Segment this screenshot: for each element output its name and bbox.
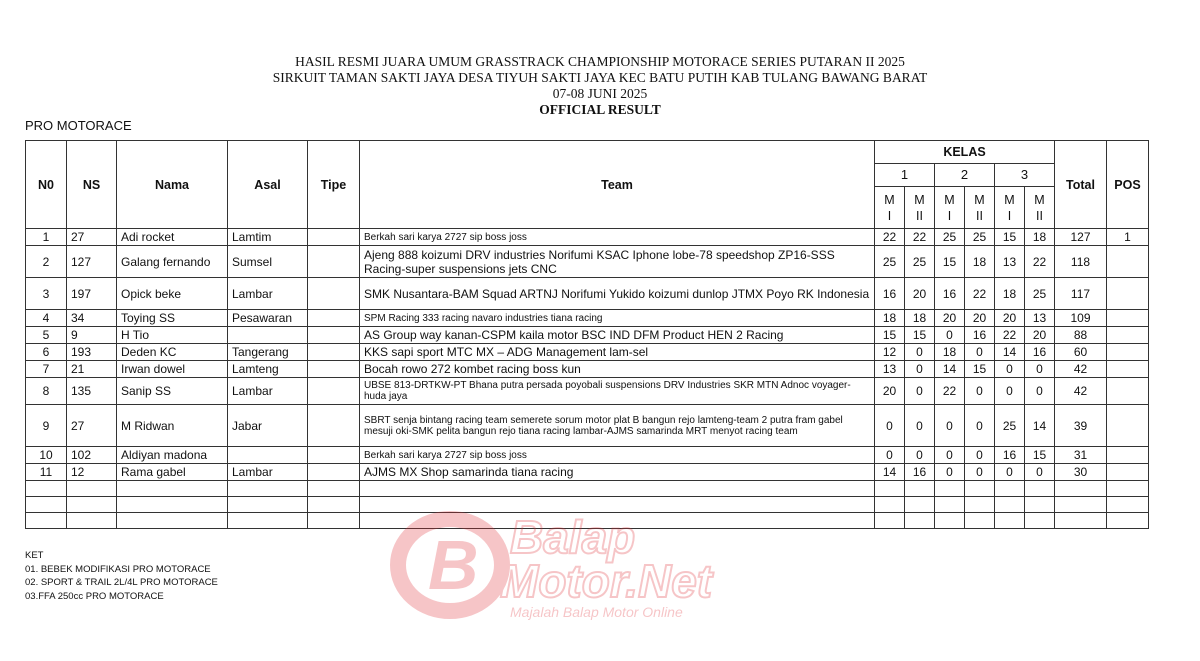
cell-score: 25 [995,405,1025,447]
col-header-kelas-3: 3 [995,164,1055,187]
empty-cell [360,513,875,529]
empty-cell [308,497,360,513]
table-row [26,344,1149,361]
cell-score: 0 [935,327,965,344]
cell-score: 0 [965,447,995,464]
cell-score: 22 [935,378,965,405]
empty-cell [308,513,360,529]
col-header-k3-m2: M II [1025,187,1055,229]
cell-pos [1107,447,1149,464]
section-title: PRO MOTORACE [25,118,132,133]
cell-score: 0 [965,464,995,481]
table-row [26,405,1149,447]
cell-score: 20 [875,378,905,405]
cell-score: 18 [875,310,905,327]
svg-text:Motor.Net: Motor.Net [500,555,713,607]
cell-score: 16 [995,447,1025,464]
cell-no: 10 [26,447,67,464]
cell-score: 25 [1025,278,1055,310]
empty-cell [1025,481,1055,497]
report-header [0,54,1200,118]
results-body [26,229,1149,529]
empty-cell [875,481,905,497]
cell-score: 0 [905,378,935,405]
empty-cell [905,497,935,513]
header-date: 07-08 JUNI 2025 [552,86,648,101]
cell-no: 11 [26,464,67,481]
cell-score: 14 [935,361,965,378]
empty-cell [117,481,228,497]
cell-score: 18 [935,344,965,361]
col-header-kelas-1: 1 [875,164,935,187]
cell-asal: Jabar [228,405,308,447]
cell-tipe [308,327,360,344]
results-table [25,140,1149,529]
cell-score: 18 [1025,229,1055,246]
empty-cell [965,497,995,513]
cell-tipe [308,344,360,361]
cell-no: 8 [26,378,67,405]
empty-cell [875,497,905,513]
cell-asal: Pesawaran [228,310,308,327]
empty-cell [26,497,67,513]
col-header-tipe: Tipe [308,141,360,229]
cell-nama: Aldiyan madona [117,447,228,464]
cell-asal [228,327,308,344]
empty-cell [67,513,117,529]
cell-no: 7 [26,361,67,378]
cell-score: 16 [965,327,995,344]
empty-cell [117,513,228,529]
empty-cell [360,481,875,497]
cell-score: 22 [1025,246,1055,278]
cell-score: 14 [995,344,1025,361]
col-header-pos: POS [1107,141,1149,229]
col-header-no: N0 [26,141,67,229]
col-header-k3-m1: M I [995,187,1025,229]
cell-tipe [308,310,360,327]
empty-cell [67,481,117,497]
cell-tipe [308,361,360,378]
cell-total: 117 [1055,278,1107,310]
cell-no: 5 [26,327,67,344]
cell-team: SBRT senja bintang racing team semerete sorum motor plat B bangun rejo lamteng-team 2 putra fram gabel mesuji oki-SMK pelita bangun rejo tiana racing lambar-AJMS samarinda MRT menyot racing team [360,405,875,447]
empty-cell [1107,513,1149,529]
table-row [26,361,1149,378]
cell-score: 22 [875,229,905,246]
cell-score: 25 [965,229,995,246]
cell-score: 0 [995,361,1025,378]
cell-asal: Lambar [228,278,308,310]
cell-team: UBSE 813-DRTKW-PT Bhana putra persada poyobali suspensions DRV Industries SKR MTN Adnoc voyager-huda jaya [360,378,875,405]
cell-team: AJMS MX Shop samarinda tiana racing [360,464,875,481]
cell-score: 0 [1025,464,1055,481]
cell-no: 1 [26,229,67,246]
cell-score: 0 [875,447,905,464]
cell-score: 22 [965,278,995,310]
empty-cell [995,513,1025,529]
empty-cell [935,513,965,529]
cell-total: 42 [1055,378,1107,405]
empty-cell [1055,481,1107,497]
legend-notes [25,549,218,603]
cell-no: 6 [26,344,67,361]
cell-ns: 102 [67,447,117,464]
legend-item: 03.FFA 250cc PRO MOTORACE [25,590,164,602]
cell-total: 109 [1055,310,1107,327]
cell-no: 9 [26,405,67,447]
col-header-kelas-2: 2 [935,164,995,187]
empty-row [26,497,1149,513]
empty-cell [228,513,308,529]
cell-nama: Sanip SS [117,378,228,405]
cell-score: 15 [875,327,905,344]
cell-score: 12 [875,344,905,361]
cell-score: 0 [875,405,905,447]
header-title: HASIL RESMI JUARA UMUM GRASSTRACK CHAMPIONSHIP MOTORACE SERIES PUTARAN II 2025 [295,54,905,69]
cell-asal: Lambar [228,464,308,481]
cell-score: 0 [905,361,935,378]
cell-pos [1107,246,1149,278]
cell-score: 20 [995,310,1025,327]
cell-score: 15 [1025,447,1055,464]
col-header-nama: Nama [117,141,228,229]
cell-score: 0 [905,405,935,447]
cell-score: 18 [905,310,935,327]
col-header-team: Team [360,141,875,229]
table-row [26,310,1149,327]
cell-ns: 27 [67,229,117,246]
empty-cell [1107,497,1149,513]
header-venue: SIRKUIT TAMAN SAKTI JAYA DESA TIYUH SAKTI JAYA KEC BATU PUTIH KAB TULANG BAWANG BARAT [272,70,928,85]
cell-no: 2 [26,246,67,278]
empty-cell [935,497,965,513]
table-row [26,464,1149,481]
cell-score: 16 [935,278,965,310]
cell-team: Ajeng 888 koizumi DRV industries Norifumi KSAC Iphone lobe-78 speedshop ZP16-SSS Racing-super suspensions jets CNC [360,246,875,278]
empty-cell [1055,513,1107,529]
cell-asal: Tangerang [228,344,308,361]
col-header-k2-m1: M I [935,187,965,229]
cell-nama: Galang fernando [117,246,228,278]
cell-total: 127 [1055,229,1107,246]
cell-score: 0 [935,447,965,464]
cell-score: 18 [965,246,995,278]
cell-team: Berkah sari karya 2727 sip boss joss [360,229,875,246]
cell-nama: Irwan dowel [117,361,228,378]
empty-cell [117,497,228,513]
cell-score: 22 [905,229,935,246]
empty-cell [1025,497,1055,513]
empty-cell [905,513,935,529]
cell-score: 0 [995,378,1025,405]
cell-score: 0 [965,378,995,405]
cell-ns: 127 [67,246,117,278]
cell-asal [228,447,308,464]
legend-item: 02. SPORT & TRAIL 2L/4L PRO MOTORACE [25,577,218,588]
cell-pos: 1 [1107,229,1149,246]
cell-score: 16 [905,464,935,481]
empty-cell [995,497,1025,513]
col-header-k2-m2: M II [965,187,995,229]
cell-score: 15 [995,229,1025,246]
cell-nama: Deden KC [117,344,228,361]
legend-title: KET [25,550,44,561]
cell-ns: 12 [67,464,117,481]
cell-asal: Lamtim [228,229,308,246]
svg-text:B: B [428,526,479,604]
table-row [26,246,1149,278]
cell-score: 18 [995,278,1025,310]
cell-team: AS Group way kanan-CSPM kaila motor BSC IND DFM Product HEN 2 Racing [360,327,875,344]
cell-team: SMK Nusantara-BAM Squad ARTNJ Norifumi Yukido koizumi dunlop JTMX Poyo RK Indonesia [360,278,875,310]
table-row [26,447,1149,464]
cell-score: 0 [965,405,995,447]
table-row [26,278,1149,310]
cell-score: 0 [905,447,935,464]
cell-score: 0 [905,344,935,361]
empty-cell [965,481,995,497]
cell-pos [1107,361,1149,378]
col-header-kelas: KELAS [875,141,1055,164]
cell-team: Bocah rowo 272 kombet racing boss kun [360,361,875,378]
empty-row [26,481,1149,497]
table-row [26,378,1149,405]
cell-tipe [308,464,360,481]
cell-total: 39 [1055,405,1107,447]
cell-score: 14 [875,464,905,481]
cell-no: 3 [26,278,67,310]
cell-score: 25 [905,246,935,278]
cell-score: 0 [1025,361,1055,378]
cell-score: 13 [875,361,905,378]
cell-team: KKS sapi sport MTC MX – ADG Management lam-sel [360,344,875,361]
cell-team: SPM Racing 333 racing navaro industries tiana racing [360,310,875,327]
cell-asal: Sumsel [228,246,308,278]
cell-ns: 21 [67,361,117,378]
empty-cell [995,481,1025,497]
cell-pos [1107,327,1149,344]
col-header-ns: NS [67,141,117,229]
empty-cell [1055,497,1107,513]
legend-item: 01. BEBEK MODIFIKASI PRO MOTORACE [25,563,211,575]
cell-score: 20 [1025,327,1055,344]
cell-pos [1107,278,1149,310]
cell-score: 0 [965,344,995,361]
empty-cell [26,481,67,497]
cell-nama: Rama gabel [117,464,228,481]
cell-total: 30 [1055,464,1107,481]
cell-pos [1107,464,1149,481]
empty-cell [228,481,308,497]
cell-score: 15 [965,361,995,378]
cell-score: 0 [935,464,965,481]
cell-total: 60 [1055,344,1107,361]
cell-pos [1107,310,1149,327]
empty-cell [905,481,935,497]
cell-score: 13 [995,246,1025,278]
cell-tipe [308,378,360,405]
cell-nama: Opick beke [117,278,228,310]
empty-cell [875,513,905,529]
col-header-total: Total [1055,141,1107,229]
cell-asal: Lamteng [228,361,308,378]
empty-cell [308,481,360,497]
empty-cell [965,513,995,529]
cell-score: 16 [1025,344,1055,361]
empty-cell [67,497,117,513]
cell-score: 0 [935,405,965,447]
cell-total: 42 [1055,361,1107,378]
cell-score: 20 [965,310,995,327]
cell-nama: Adi rocket [117,229,228,246]
cell-asal: Lambar [228,378,308,405]
cell-score: 13 [1025,310,1055,327]
col-header-k1-m1: M I [875,187,905,229]
cell-pos [1107,378,1149,405]
cell-ns: 27 [67,405,117,447]
empty-cell [228,497,308,513]
cell-tipe [308,246,360,278]
cell-tipe [308,447,360,464]
cell-tipe [308,405,360,447]
cell-total: 31 [1055,447,1107,464]
cell-pos [1107,344,1149,361]
cell-nama: M Ridwan [117,405,228,447]
cell-pos [1107,405,1149,447]
empty-cell [1025,513,1055,529]
cell-ns: 197 [67,278,117,310]
empty-cell [360,497,875,513]
cell-score: 20 [905,278,935,310]
empty-row [26,513,1149,529]
cell-ns: 135 [67,378,117,405]
cell-tipe [308,229,360,246]
cell-score: 15 [935,246,965,278]
cell-ns: 9 [67,327,117,344]
cell-score: 25 [875,246,905,278]
svg-text:Balap: Balap [510,511,636,563]
col-header-k1-m2: M II [905,187,935,229]
cell-score: 22 [995,327,1025,344]
cell-team: Berkah sari karya 2727 sip boss joss [360,447,875,464]
cell-score: 20 [935,310,965,327]
header-official-result: OFFICIAL RESULT [539,102,661,117]
cell-tipe [308,278,360,310]
empty-cell [1107,481,1149,497]
cell-total: 118 [1055,246,1107,278]
empty-cell [935,481,965,497]
cell-score: 0 [1025,378,1055,405]
cell-nama: H Tio [117,327,228,344]
cell-score: 15 [905,327,935,344]
svg-text:Majalah Balap Motor Online: Majalah Balap Motor Online [510,604,683,620]
table-row [26,229,1149,246]
cell-score: 0 [995,464,1025,481]
cell-total: 88 [1055,327,1107,344]
cell-ns: 34 [67,310,117,327]
cell-score: 16 [875,278,905,310]
table-row [26,327,1149,344]
cell-score: 14 [1025,405,1055,447]
cell-nama: Toying SS [117,310,228,327]
empty-cell [26,513,67,529]
cell-score: 25 [935,229,965,246]
cell-no: 4 [26,310,67,327]
cell-ns: 193 [67,344,117,361]
col-header-asal: Asal [228,141,308,229]
